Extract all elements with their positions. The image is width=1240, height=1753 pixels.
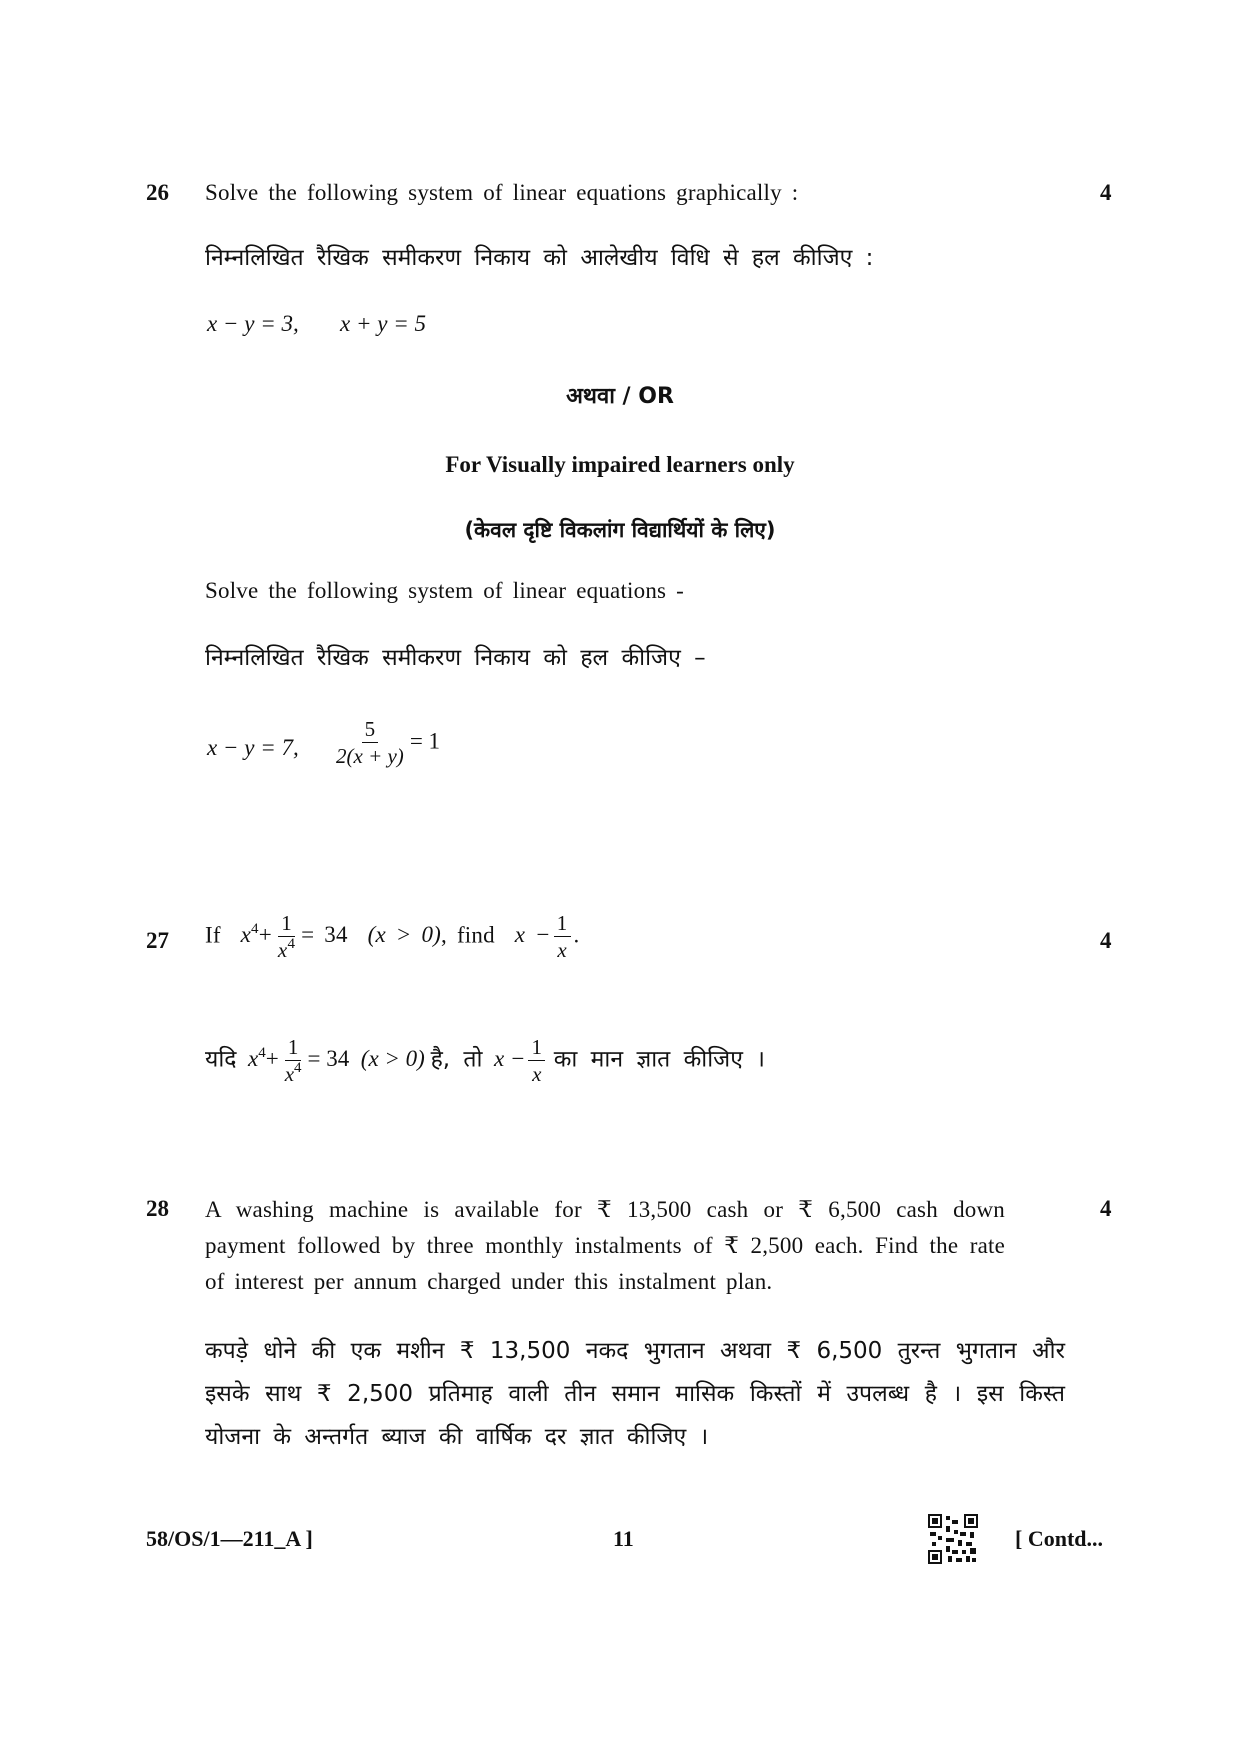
q26-alt-eq1: x − y = 7, (207, 735, 299, 760)
qr-code-icon (928, 1514, 978, 1569)
q28-text-hi: कपड़े धोने की एक मशीन ₹ 13,500 नकद भुगतान अथवा ₹ 6,500 तुरन्त भुगतान और इसके साथ ₹ 2,500 प्रतिमाह वाली तीन समान मासिक किस्तों में उपलब्ध है । इस किस्त योजना के अन्तर्गत ब्याज की वार्षिक दर ज्ञात कीजिए । (205, 1338, 1065, 1450)
q27-hi-rhs: = 34 (307, 1046, 350, 1072)
q26-alt-fraction-den: 2(x + y) (336, 744, 404, 769)
q27-then-hi: है, तो (430, 1046, 483, 1073)
q26-text-hi: निम्नलिखित रैखिक समीकरण निकाय को आलेखीय विधि से हल कीजिए : (205, 245, 874, 271)
q27-rhs: = 34 (301, 922, 348, 948)
q26-number: 26 (146, 180, 169, 205)
q27-hi-minus-expr: x − (494, 1046, 526, 1072)
q27-frac-den-exp: 4 (287, 936, 296, 953)
q27-hi-frac-den-exp: 4 (294, 1060, 302, 1077)
vi-heading-hi: (केवल दृष्टि विकलांग विद्यार्थियों के लिए) (464, 518, 776, 542)
q27-frac2-den: x (557, 938, 567, 963)
q26-alt-fraction-num: 5 (362, 718, 379, 743)
q26-text-en: Solve the following system of linear equations graphically : (205, 180, 799, 205)
q27-number: 27 (146, 928, 169, 953)
q27-hi-frac-den-base: x (284, 1062, 295, 1087)
q27-find: , find (441, 922, 495, 948)
q28-marks: 4 (1100, 1196, 1112, 1221)
contd-label: [ Contd... (1015, 1526, 1104, 1551)
q27-hi-plus: + (265, 1046, 279, 1072)
q27-if: If (205, 922, 221, 948)
q27-find-hi: का मान ज्ञात कीजिए । (553, 1046, 765, 1073)
footer-code: 58/OS/1—211_A ] (146, 1526, 313, 1551)
q28-text-en: A washing machine is available for ₹ 13,500 cash or ₹ 6,500 cash down payment followed by three monthly instalments of ₹ 2,500 each. Find the rate of interest per annum charged under this instalment plan. (205, 1197, 1005, 1294)
q27-hi-frac2-num: 1 (528, 1036, 545, 1061)
q28-number: 28 (146, 1196, 169, 1221)
q26-alt-text-hi: निम्नलिखित रैखिक समीकरण निकाय को हल कीजिए – (205, 645, 706, 671)
vi-heading-en: For Visually impaired learners only (445, 452, 795, 477)
q26-alt-text-en: Solve the following system of linear equations - (205, 578, 684, 603)
q27-base: x (240, 922, 252, 948)
q26-eq1: x − y = 3, (207, 311, 299, 336)
q27-frac2-num: 1 (554, 912, 571, 937)
or-label: अथवा / OR (566, 384, 674, 409)
q26-alt-fraction (333, 718, 407, 768)
q27-hi-frac-num: 1 (285, 1036, 302, 1061)
q27-hi-cond: (x > 0) (360, 1046, 425, 1072)
q27-cond: (x > 0) (367, 922, 442, 948)
q27-frac-den-base: x (277, 938, 288, 963)
page-number: 11 (613, 1526, 634, 1551)
q27-minus-expr: x − (514, 922, 551, 948)
q27-if-hi: यदि (205, 1046, 237, 1073)
q27-marks: 4 (1100, 928, 1112, 953)
q27-statement-hi (205, 1036, 765, 1086)
q27-frac-num: 1 (278, 912, 295, 937)
q27-hi-frac2-den: x (532, 1062, 542, 1087)
q26-eq2: x + y = 5 (340, 311, 426, 336)
q26-marks: 4 (1100, 180, 1112, 205)
q27-period: . (573, 922, 580, 948)
q27-hi-base: x (248, 1046, 259, 1072)
q27-hi-exp: 4 (258, 1045, 266, 1062)
q27-statement-en (205, 912, 579, 962)
q26-alt-eq2-rhs: = 1 (409, 728, 441, 754)
q26-alt-eq2 (330, 718, 440, 768)
q27-plus: + (258, 922, 272, 948)
q27-exp: 4 (251, 921, 259, 938)
